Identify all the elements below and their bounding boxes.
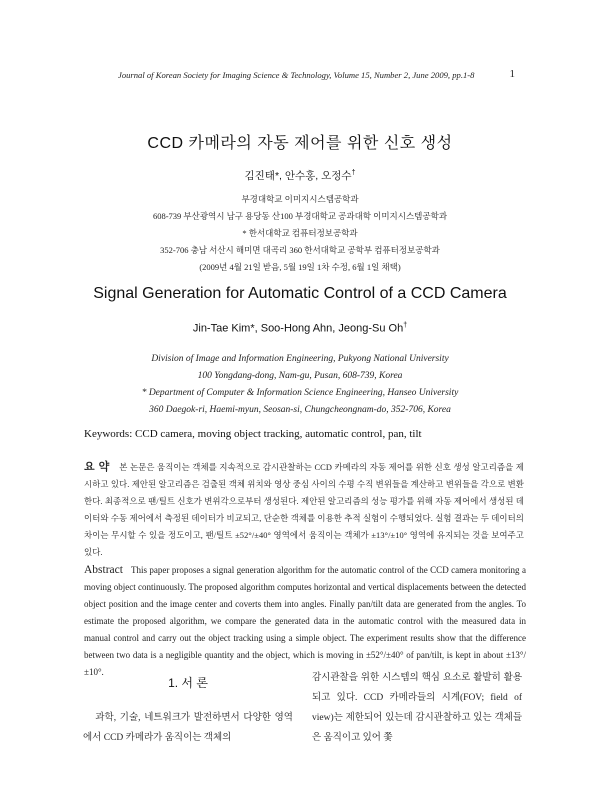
english-abstract-text: This paper proposes a signal generation algorithm for the automatic control of the CCD camera monitoring a moving object continuously. The proposed algorithm computes horizontal and vertical displacements between the detected object position and the image center and coverts them into angles. Finally pan/tilt data are generated from the angles. To estimate the proposed algorithm, we compare the generated data in the automatic control with the measured data in manual control and carry out the object tracking using a simple object. The experiment results show that the difference between two data is a negligible quantity and the object, which is moving in ±52°/±40° of pan/tilt, is kept in about ±13°/±10°. [84,565,526,677]
received-dates: (2009년 4월 21일 받음, 5월 19일 1차 수정, 6월 1일 채택) [199,262,401,272]
section-heading: 1. 서 론 [168,676,208,690]
korean-title: CCD 카메라의 자동 제어를 위한 신호 생성 [147,135,453,152]
english-affiliations [0,351,600,419]
corresponding-author-mark: † [403,322,408,329]
keywords-label: Keywords: [84,428,133,440]
korean-abstract [84,459,524,561]
english-abstract-label: Abstract [84,564,123,576]
running-head: Journal of Korean Society for Imaging Science & Technology, Volume 15, Number 2, June 2009, pp.1-8 [118,70,475,80]
english-affiliation-line: 360 Daegok-ri, Haemi-myun, Seosan-si, Chungcheongnam-do, 352-706, Korea [149,405,451,415]
english-author-names: Jin-Tae Kim*, Soo-Hong Ahn, Jeong-Su Oh [192,322,404,335]
page-number: 1 [509,68,515,80]
left-column [83,672,293,748]
korean-affiliation-line: * 한서대학교 컴퓨터정보공학과 [242,228,358,238]
korean-affiliation-line: 352-706 충남 서산시 해미면 대곡리 360 한서대학교 공학부 컴퓨터정보공학과 [160,245,440,255]
section-body-left: 과학, 기술, 네트워크가 발전하면서 다양한 영역에서 CCD 카메라가 움직이는 객체의 [83,713,293,743]
korean-author-names: 김진태*, 안수홍, 오정수 [244,170,352,182]
keywords-text: CCD camera, moving object tracking, automatic control, pan, tilt [135,428,422,440]
english-title: Signal Generation for Automatic Control of a CCD Camera [93,285,507,302]
english-abstract [84,562,526,681]
korean-abstract-label: 요약 [84,461,114,473]
keywords [84,428,524,440]
korean-affiliation-line: 부경대학교 이미지시스템공학과 [241,194,359,204]
korean-abstract-text: 본 논문은 움직이는 객체를 지속적으로 감시관찰하는 CCD 카메라의 자동 제어를 위한 신호 생성 알고리즘을 제시하고 있다. 제안된 알고리즘은 검출된 객체 위치와 영상 중심 사이의 수평 수직 변위들을 계산하고 변위들을 각으로 변환한다. 최종적으로 팬/틸트 신호가 변위각으로부터 생성된다. 제안된 알고리즘의 성능 평가를 위해 자동 제어에서 생성된 데이터와 수동 제어에서 측정된 데이터가 비교되고, 단순한 객체를 이용한 추적 실험이 수행되었다. 실험 결과는 두 데이터의 차이는 무시할 수 있을 정도이고, 팬/틸트 ±52°/±40° 영역에서 움직이는 객체가 ±13°/±10° 영역에 유지되는 것을 보여주고 있다. [84,463,524,557]
english-authors [0,322,600,335]
korean-affiliation-line: 608-739 부산광역시 남구 용당동 산100 부경대학교 공과대학 이미지시스템공학과 [152,211,448,221]
korean-affiliations [0,191,600,276]
corresponding-author-mark: † [351,169,356,177]
english-affiliation-line: 100 Yongdang-dong, Nam-gu, Pusan, 608-739, Korea [197,371,403,381]
english-affiliation-line: * Department of Computer & Information Science Engineering, Hanseo University [141,388,459,398]
korean-authors [0,168,600,183]
english-affiliation-line: Division of Image and Information Engineering, Pukyong National University [151,354,449,364]
section-body-right: 감시관찰을 위한 시스템의 핵심 요소로 활발히 활용되고 있다. CCD 카메라들의 시계(FOV; field of view)는 제한되어 있는데 감시관찰하고 있는 객체들은 움직이고 있어 쫓 [312,673,522,743]
